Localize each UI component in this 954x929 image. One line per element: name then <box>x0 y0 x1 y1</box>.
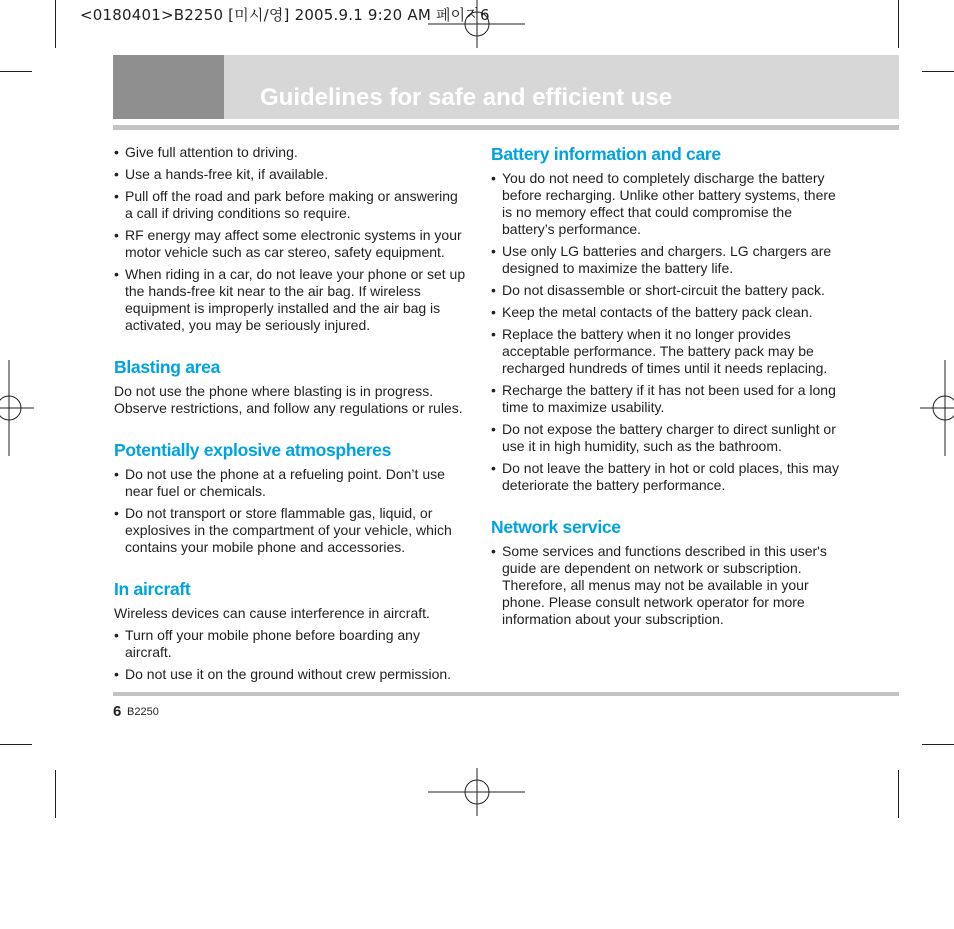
section-heading: Network service <box>491 517 621 537</box>
footer-rule <box>113 692 899 696</box>
list-item: • Turn off your mobile phone before boarding any aircraft. <box>114 627 420 660</box>
list-item: • Use only LG batteries and chargers. LG chargers are designed to maximize the battery life. <box>491 243 832 276</box>
section-heading: Battery information and care <box>491 144 721 164</box>
page-number: 6 <box>113 703 122 720</box>
list-item: • Do not expose the battery charger to direct sunlight or use it in high humidity, such as the bathroom. <box>491 421 836 454</box>
registration-mark-icon <box>0 360 34 456</box>
blasting-section <box>114 357 466 417</box>
list-item: • Some services and functions described in this user's guide are dependent on network or subscription. Therefore, all menus may not be available in your phone. Please consult network operator for more information about your subscription. <box>491 543 827 627</box>
list-item: • Recharge the battery if it has not been used for a long time to maximize usability. <box>491 382 836 415</box>
registration-mark-icon <box>920 360 954 456</box>
list-item: • RF energy may affect some electronic systems in your motor vehicle such as car stereo, safety equipment. <box>114 227 462 260</box>
aircraft-section <box>114 579 466 683</box>
explosive-section <box>114 440 466 556</box>
list-item: • Do not disassemble or short-circuit the battery pack. <box>491 282 825 298</box>
model-label: B2250 <box>127 706 159 718</box>
list-item: • You do not need to completely discharge the battery before recharging. Unlike other battery systems, there is no memory effect that could compromise the battery’s performance. <box>491 170 836 237</box>
right-column <box>491 144 841 633</box>
network-section <box>491 517 841 628</box>
list-item: • Do not use the phone at a refueling point. Don’t use near fuel or chemicals. <box>114 466 445 499</box>
list-item: • Replace the battery when it no longer provides acceptable performance. The battery pack may be recharged hundreds of times until it needs replacing. <box>491 326 828 376</box>
crop-mark <box>55 0 56 48</box>
crop-mark <box>922 744 954 745</box>
list-item: • Give full attention to driving. <box>114 144 298 160</box>
section-heading: Potentially explosive atmospheres <box>114 440 392 460</box>
list-item: • Pull off the road and park before making or answering a call if driving conditions so require. <box>114 188 458 221</box>
section-heading: In aircraft <box>114 579 191 599</box>
header-tab <box>113 55 224 119</box>
list-item: • Keep the metal contacts of the battery pack clean. <box>491 304 813 320</box>
body-text: Wireless devices can cause interference in aircraft. <box>114 605 430 621</box>
crop-mark <box>898 770 899 818</box>
list-item: • Do not leave the battery in hot or cold places, this may deteriorate the battery performance. <box>491 460 839 493</box>
list-item: • Do not transport or store flammable gas, liquid, or explosives in the compartment of your vehicle, which contains your mobile phone and accessories. <box>114 505 452 555</box>
battery-section <box>491 144 841 494</box>
left-column <box>114 144 466 688</box>
registration-mark-icon <box>428 0 526 50</box>
list-item: • Do not use it on the ground without crew permission. <box>114 666 452 682</box>
body-text: Do not use the phone where blasting is in progress. Observe restrictions, and follow any regulations or rules. <box>114 383 463 416</box>
crop-mark <box>55 770 56 818</box>
list-item: • Use a hands-free kit, if available. <box>114 166 329 182</box>
list-item: • When riding in a car, do not leave your phone or set up the hands-free kit near to the air bag. If wireless equipment is improperly installed and the air bag is activated, you may be seriously injured. <box>114 266 466 333</box>
header-rule <box>113 125 899 130</box>
registration-mark-icon <box>428 768 526 818</box>
driving-list <box>114 144 466 334</box>
crop-mark <box>0 744 32 745</box>
crop-mark <box>898 0 899 48</box>
page-title: Guidelines for safe and efficient use <box>260 84 673 111</box>
crop-mark <box>0 71 32 72</box>
section-heading: Blasting area <box>114 357 221 377</box>
crop-mark <box>922 71 954 72</box>
print-slug: <0180401>B2250 [미시/영] 2005.9.1 9:20 AM 페이지6 <box>80 6 490 24</box>
